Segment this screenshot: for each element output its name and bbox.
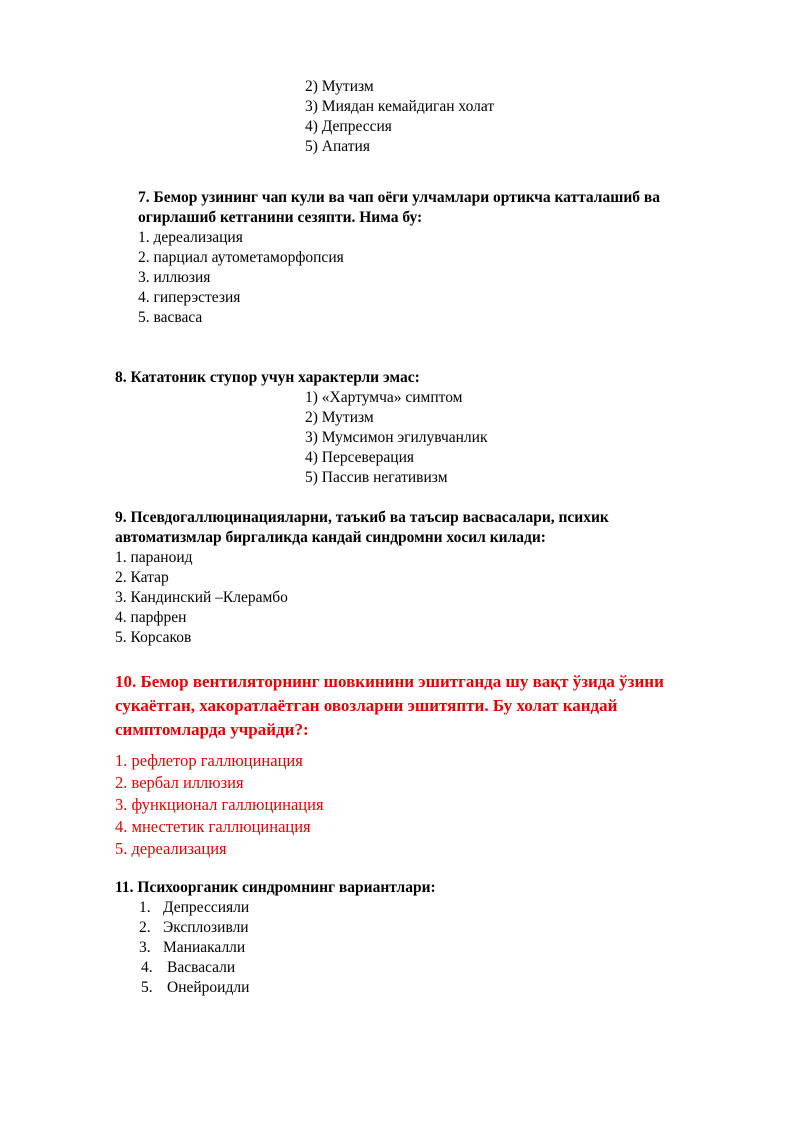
question-8-option: 5) Пассив негативизм <box>305 469 448 486</box>
question-7-option: 3. иллюзия <box>138 269 211 286</box>
question-8-option: 2) Мутизм <box>305 409 374 426</box>
question-11-option <box>141 958 235 978</box>
question-7-option: 4. гиперэстезия <box>138 289 241 306</box>
question-10-option: 4. мнестетик галлюцинация <box>115 817 311 836</box>
question-9-option: 3. Кандинский –Клерамбо <box>115 589 288 606</box>
option-text: Васвасали <box>167 959 236 976</box>
question-11-option <box>139 918 249 938</box>
question-10-text: сукаётган, хакоратлаётган овозларни эшитяпти. Бу холат кандай <box>115 696 618 715</box>
question-7-option: 5. васваса <box>138 309 203 326</box>
question-7-text: огирлашиб кетганини сезяпти. Нима бу: <box>138 209 423 226</box>
option-number: 5. <box>141 979 153 996</box>
question-10-option: 1. рефлетор галлюцинация <box>115 751 303 770</box>
q6-option: 2) Мутизм <box>305 78 374 95</box>
question-10-option: 5. дереализация <box>115 839 227 858</box>
option-text: Онейроидли <box>167 979 250 996</box>
question-7-option: 2. парциал аутометаморфопсия <box>138 249 344 266</box>
question-9-text: автоматизмлар биргаликда кандай синдромни хосил килади: <box>115 529 546 546</box>
option-number: 3. <box>139 939 151 956</box>
question-8-option: 4) Персеверация <box>305 449 415 466</box>
question-8-option: 3) Мумсимон эгилувчанлик <box>305 429 488 446</box>
question-7-option: 1. дереализация <box>138 229 243 246</box>
option-text: Маниакалли <box>163 939 246 956</box>
option-number: 2. <box>139 919 151 936</box>
question-8-text: 8. Кататоник ступор учун характерли эмас: <box>115 369 420 386</box>
q6-option: 4) Депрессия <box>305 118 392 135</box>
question-10-text: 10. Бемор вентиляторнинг шовкинини эшитганда шу вақт ўзида ўзини <box>115 672 664 691</box>
q6-option: 5) Апатия <box>305 138 370 155</box>
question-8-option: 1) «Хартумча» симптом <box>305 389 463 406</box>
question-9-option: 1. параноид <box>115 549 193 566</box>
question-7-text: 7. Бемор узининг чап кули ва чап оёги улчамлари ортикча катталашиб ва <box>138 189 661 206</box>
option-text: Эксплозивли <box>163 919 249 936</box>
option-number: 4. <box>141 959 153 976</box>
question-10-option: 2. вербал иллюзия <box>115 773 244 792</box>
question-9-option: 5. Корсаков <box>115 629 192 646</box>
question-11-option <box>139 938 245 958</box>
question-11-option <box>141 978 249 998</box>
question-9-option: 4. парфрен <box>115 609 187 626</box>
question-11-option <box>139 898 249 918</box>
question-11-text: 11. Психоорганик синдромнинг вариантлари: <box>115 879 436 896</box>
question-9-option: 2. Катар <box>115 569 169 586</box>
option-number: 1. <box>139 899 151 916</box>
option-text: Депрессияли <box>163 899 250 916</box>
question-9-text: 9. Псевдогаллюцинацияларни, таъкиб ва таъсир васвасалари, психик <box>115 509 609 526</box>
question-10-option: 3. функционал галлюцинация <box>115 795 324 814</box>
q6-option: 3) Миядан кемайдиган холат <box>305 98 495 115</box>
question-10-text: симптомларда учрайди?: <box>115 720 309 739</box>
